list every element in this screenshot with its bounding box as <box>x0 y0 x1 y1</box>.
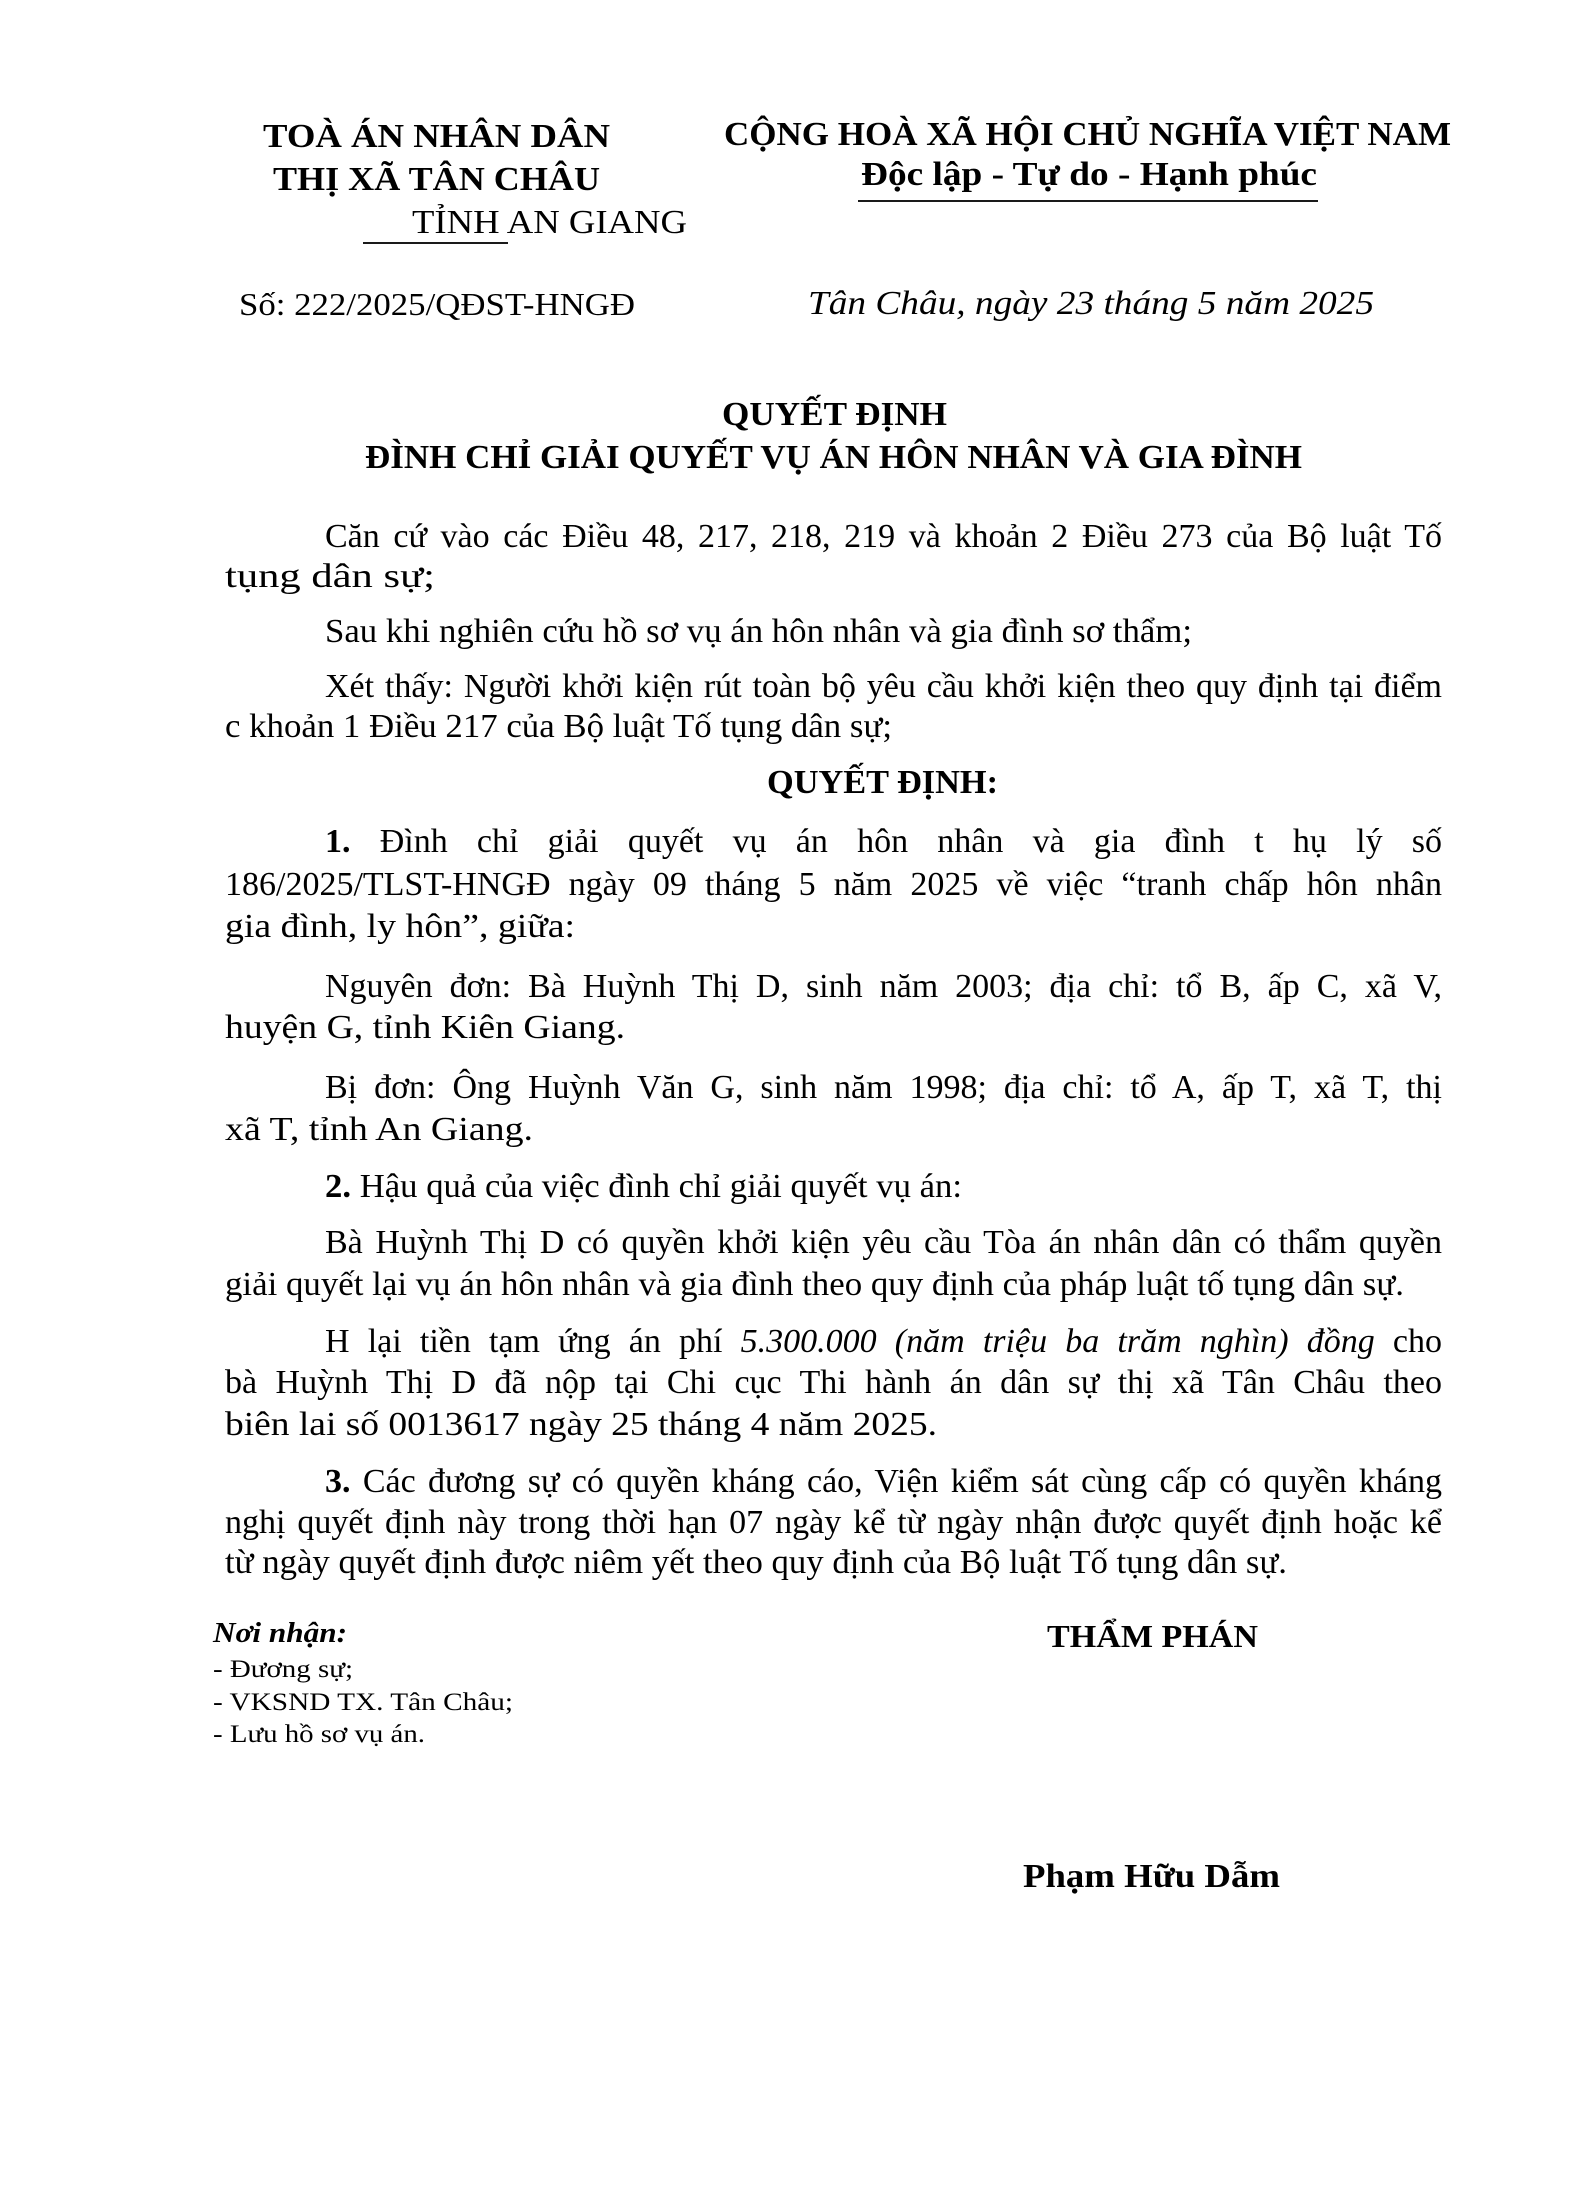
body-text: 186/2025/TLST-HNGĐ ngày 09 tháng 5 năm 2025 về việc “tranh chấp hôn nhân <box>225 866 1442 903</box>
motto-line <box>861 156 1317 200</box>
item3-line-3 <box>225 1544 1287 1588</box>
signer-name-line <box>1023 1858 1280 1902</box>
plaintiff-line-2 <box>225 1009 625 1053</box>
body-text: Đình chỉ giải quyết vụ án hôn nhân và gia đình t hụ lý số <box>350 823 1442 860</box>
defendant-line-1 <box>325 1069 1442 1113</box>
court-town: THỊ XÃ TÂN CHÂU <box>273 161 600 198</box>
item1-line-3 <box>225 908 575 952</box>
item2-heading-line <box>325 1168 962 1212</box>
finding-line-2 <box>225 708 892 752</box>
body-text: Bị đơn: Ông Huỳnh Văn G, sinh năm 1998; địa chỉ: tổ A, ấp T, xã T, thị <box>325 1069 1442 1106</box>
motto-underline <box>858 200 1318 202</box>
nation-title: CỘNG HOÀ XÃ HỘI CHỦ NGHĨA VIỆT NAM <box>724 116 1451 153</box>
legal-basis-line-1 <box>325 518 1442 562</box>
decision-title-line <box>722 396 947 440</box>
body-text <box>325 1170 962 1204</box>
nation-motto: Độc lập - Tự do - Hạnh phúc <box>861 156 1317 193</box>
recipient-text: - VKSND TX. Tân Châu; <box>213 1689 513 1716</box>
court-name-line <box>263 118 610 162</box>
decision-heading: QUYẾT ĐỊNH: <box>767 764 998 801</box>
place-date: Tân Châu, ngày 23 tháng 5 năm 2025 <box>808 285 1374 322</box>
recipient-item <box>213 1721 425 1765</box>
body-text: Nguyên đơn: Bà Huỳnh Thị D, sinh năm 2003; địa chỉ: tổ B, ấp C, xã V, <box>325 968 1442 1005</box>
body-text: huyện G, tỉnh Kiên Giang. <box>225 1009 625 1046</box>
decision-subtitle: ĐÌNH CHỈ GIẢI QUYẾT VỤ ÁN HÔN NHÂN VÀ GIA ĐÌNH <box>365 439 1302 476</box>
body-text <box>325 825 1442 859</box>
body-text: Sau khi nghiên cứu hồ sơ vụ án hôn nhân và gia đình sơ thẩm; <box>325 613 1192 650</box>
body-text <box>325 1465 1442 1499</box>
decision-title: QUYẾT ĐỊNH <box>722 396 947 433</box>
item3-line-2 <box>225 1504 1442 1548</box>
item-number: 2. <box>325 1168 352 1205</box>
body-text: tụng dân sự; <box>225 558 435 595</box>
body-text: Bà Huỳnh Thị D có quyền khởi kiện yêu cầu Tòa án nhân dân có thẩm quyền <box>325 1224 1442 1261</box>
refile-line-2 <box>225 1266 1404 1310</box>
signer-title-line <box>1047 1618 1258 1662</box>
court-province: TỈNH AN GIANG <box>412 204 687 241</box>
item-number: 1. <box>325 823 351 860</box>
plaintiff-line-1 <box>325 968 1442 1012</box>
signer-title: THẨM PHÁN <box>1047 1618 1258 1654</box>
document-number: Số: 222/2025/QĐST-HNGĐ <box>239 286 635 322</box>
body-text: biên lai số 0013617 ngày 25 tháng 4 năm 2025. <box>225 1406 937 1443</box>
court-name: TOÀ ÁN NHÂN DÂN <box>263 118 610 155</box>
body-text: Hậu quả của việc đình chỉ giải quyết vụ án: <box>351 1168 962 1205</box>
item-number: 3. <box>325 1463 351 1500</box>
review-line <box>325 613 1192 657</box>
fee-amount: 5.300.000 (năm triệu ba trăm nghìn) đồng <box>740 1323 1375 1360</box>
item3-line-1 <box>325 1463 1442 1507</box>
recipient-text: - Đương sự; <box>213 1656 353 1683</box>
fee-refund-line-3 <box>225 1406 937 1450</box>
signer-name: Phạm Hữu Dẫm <box>1023 1858 1280 1895</box>
body-text: cho <box>1374 1323 1443 1360</box>
nation-title-line <box>724 116 1451 160</box>
defendant-line-2 <box>225 1111 533 1155</box>
body-text: Căn cứ vào các Điều 48, 217, 218, 219 và khoản 2 Điều 273 của Bộ luật Tố <box>325 518 1442 555</box>
body-text: bà Huỳnh Thị D đã nộp tại Chi cục Thi hành án dân sự thị xã Tân Châu theo <box>225 1364 1442 1401</box>
body-text: Xét thấy: Người khởi kiện rút toàn bộ yêu cầu khởi kiện theo quy định tại điểm <box>325 668 1442 705</box>
legal-basis-line-2 <box>225 558 435 602</box>
refile-line-1 <box>325 1224 1442 1268</box>
finding-line-1 <box>325 668 1442 712</box>
body-text: từ ngày quyết định được niêm yết theo quy định của Bộ luật Tố tụng dân sự. <box>225 1544 1287 1581</box>
item1-line-2 <box>225 866 1442 910</box>
body-text: xã T, tỉnh An Giang. <box>225 1111 533 1148</box>
fee-refund-line-2 <box>225 1364 1442 1408</box>
decision-heading-line <box>767 764 998 808</box>
fee-refund-line-1 <box>325 1323 1442 1367</box>
body-text: c khoản 1 Điều 217 của Bộ luật Tố tụng dân sự; <box>225 708 892 745</box>
body-text: giải quyết lại vụ án hôn nhân và gia đình theo quy định của pháp luật tố tụng dân sự. <box>225 1266 1404 1303</box>
recipients-heading: Nơi nhận: <box>213 1618 347 1649</box>
court-underline <box>363 242 508 244</box>
item1-line-1 <box>325 823 1442 867</box>
decision-subtitle-line <box>365 439 1302 483</box>
body-text: gia đình, ly hôn”, giữa: <box>225 908 575 945</box>
place-date-line <box>808 285 1374 329</box>
recipient-text: - Lưu hồ sơ vụ án. <box>213 1721 425 1748</box>
court-town-line <box>273 161 600 205</box>
body-text: Các đương sự có quyền kháng cáo, Viện kiểm sát cùng cấp có quyền kháng <box>350 1463 1442 1500</box>
body-text: nghị quyết định này trong thời hạn 07 ngày kể từ ngày nhận được quyết định hoặc kể <box>225 1504 1442 1541</box>
body-text <box>325 1325 1442 1359</box>
document-number-line <box>239 286 635 330</box>
body-text: H lại tiền tạm ứng án phí <box>325 1323 741 1360</box>
